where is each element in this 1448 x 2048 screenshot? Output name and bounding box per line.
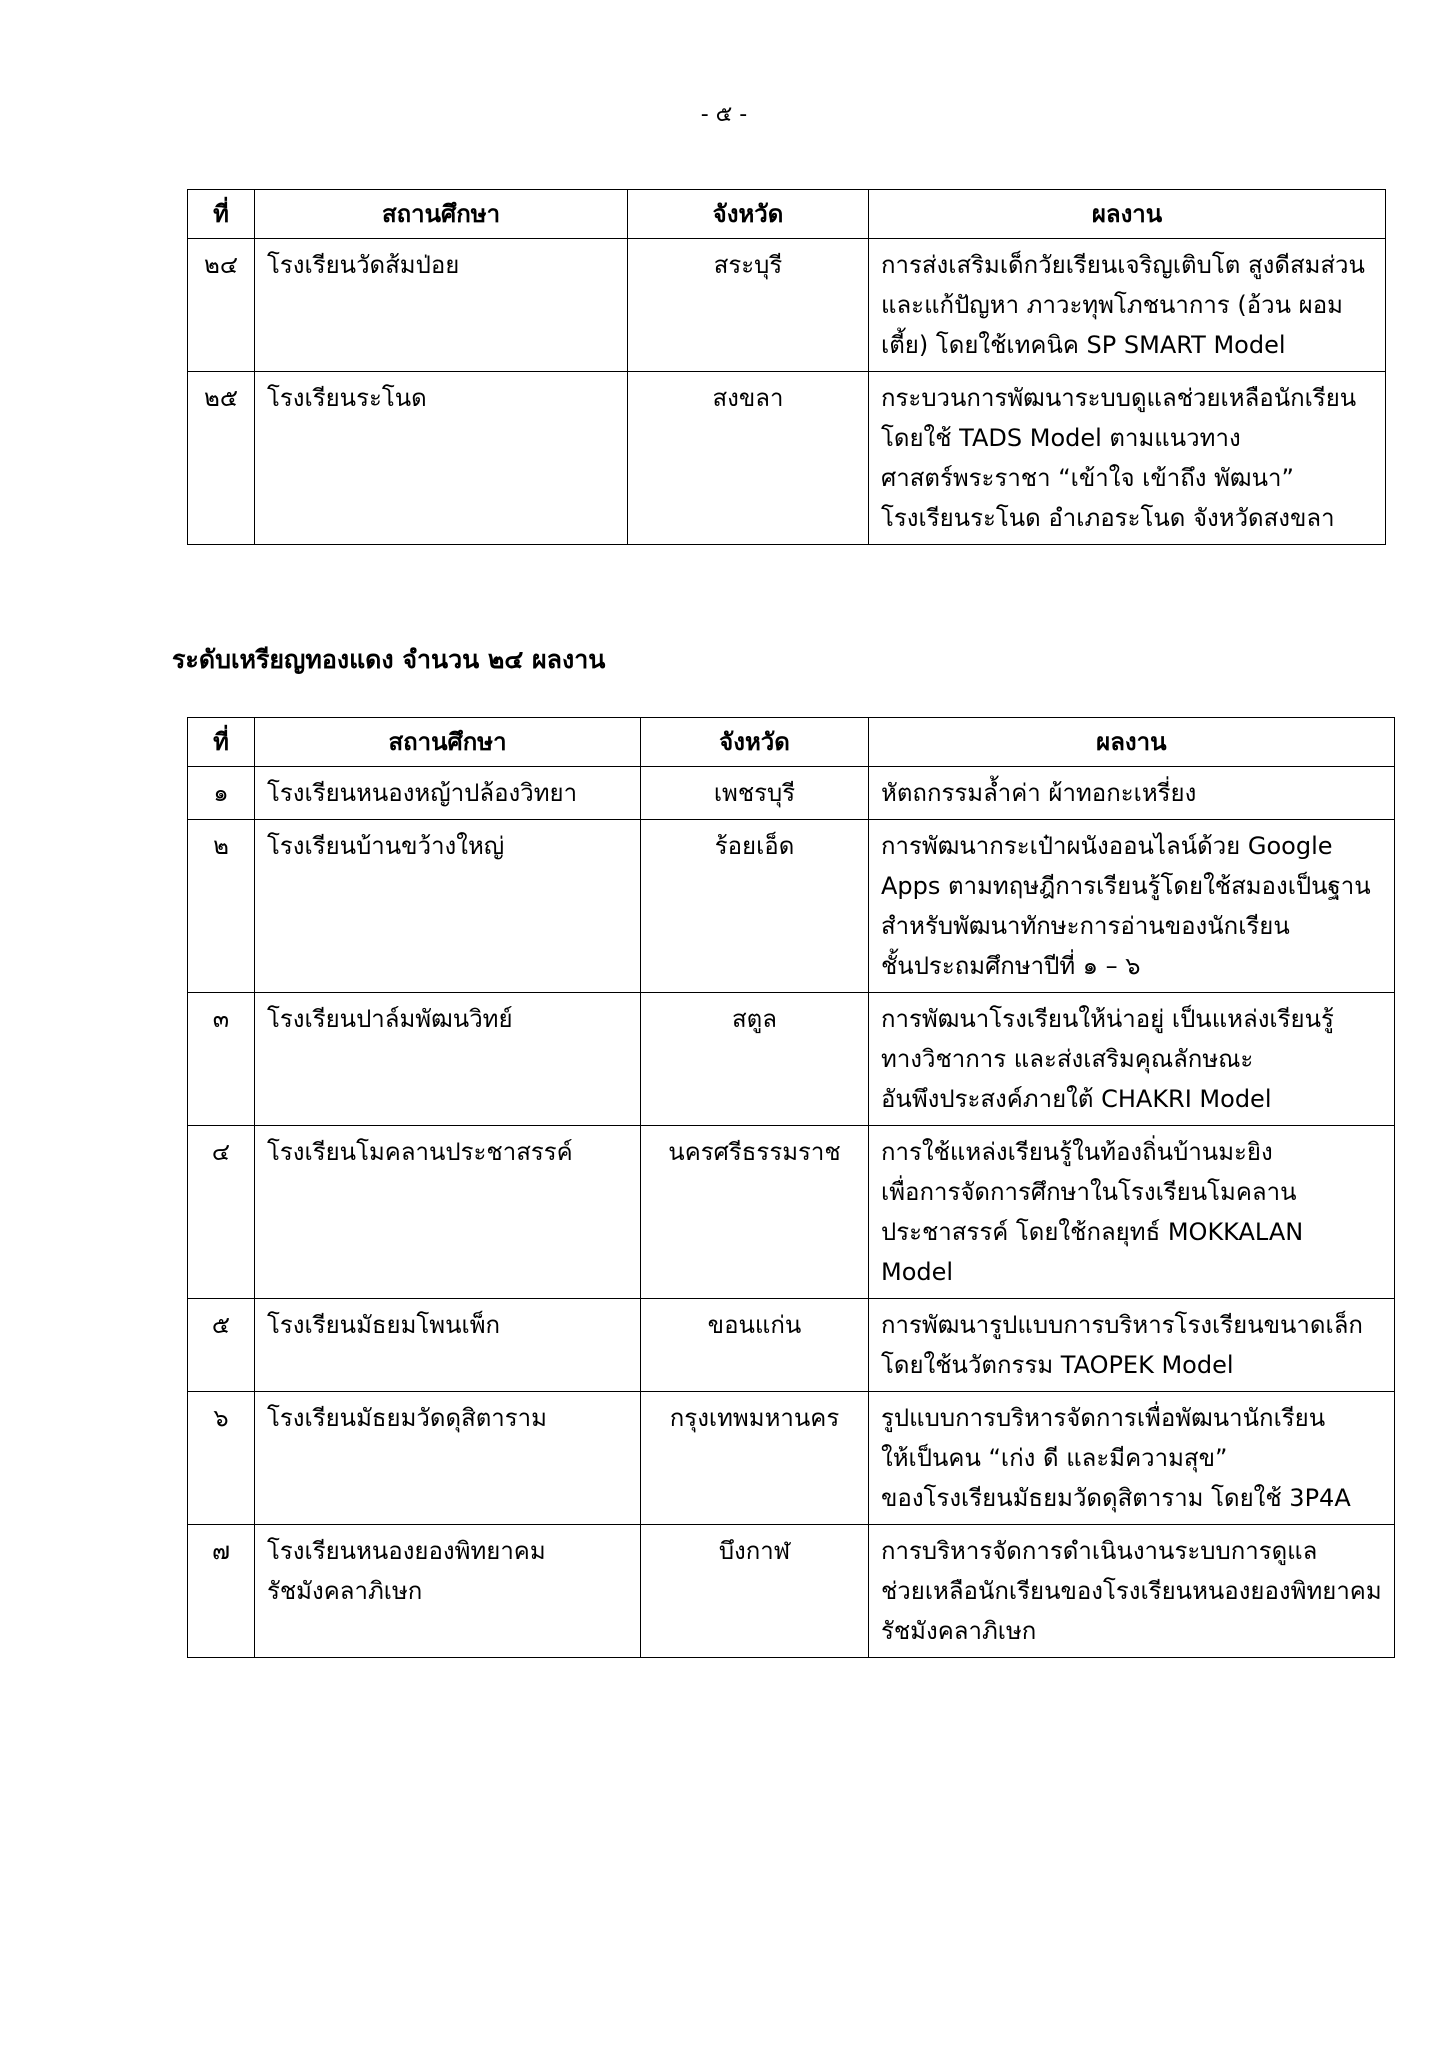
page-number: - ๕ - bbox=[700, 102, 748, 127]
table-header-row bbox=[188, 190, 1386, 239]
cell-school bbox=[255, 1126, 641, 1299]
work-title-line: การส่งเสริมเด็กวัยเรียนเจริญเติบโต สูงดีสมส่วน bbox=[881, 251, 1365, 279]
work-title-line: ทางวิชาการ และส่งเสริมคุณลักษณะ bbox=[881, 1045, 1254, 1073]
header-province: จังหวัด bbox=[641, 718, 869, 767]
section-heading-bronze: ระดับเหรียญทองแดง จำนวน ๒๔ ผลงาน bbox=[172, 645, 606, 674]
school-name-line: โรงเรียนวัดส้มป่อย bbox=[267, 251, 460, 279]
cell-school bbox=[255, 1525, 641, 1658]
work-title-line: โดยใช้ TADS Model ตามแนวทาง bbox=[881, 424, 1241, 452]
table-row bbox=[188, 239, 1386, 372]
cell-province: บึงกาฬ bbox=[641, 1525, 869, 1658]
cell-work bbox=[869, 1525, 1395, 1658]
work-title-line: ให้เป็นคน “เก่ง ดี และมีความสุข” bbox=[881, 1444, 1228, 1472]
cell-province: สตูล bbox=[641, 993, 869, 1126]
work-title-line: ประชาสรรค์ โดยใช้กลยุทธ์ MOKKALAN bbox=[881, 1218, 1304, 1246]
cell-work bbox=[869, 1299, 1395, 1392]
cell-school bbox=[255, 993, 641, 1126]
work-title-line: ช่วยเหลือนักเรียนของโรงเรียนหนองยองพิทยาคม bbox=[881, 1577, 1382, 1605]
cell-province: สงขลา bbox=[628, 372, 869, 545]
cell-work bbox=[869, 1126, 1395, 1299]
work-title-line: การบริหารจัดการดำเนินงานระบบการดูแล bbox=[881, 1537, 1318, 1565]
work-title-line: หัตถกรรมล้ำค่า ผ้าทอกะเหรี่ยง bbox=[881, 779, 1197, 807]
header-no: ที่ bbox=[188, 190, 255, 239]
header-school: สถานศึกษา bbox=[255, 190, 628, 239]
cell-school bbox=[255, 1299, 641, 1392]
cell-province: สระบุรี bbox=[628, 239, 869, 372]
table-row bbox=[188, 1525, 1395, 1658]
table-row bbox=[188, 1299, 1395, 1392]
table-row bbox=[188, 820, 1395, 993]
cell-no: ๔ bbox=[188, 1126, 255, 1299]
header-work: ผลงาน bbox=[869, 190, 1386, 239]
cell-no: ๑ bbox=[188, 767, 255, 820]
cell-no: ๒๔ bbox=[188, 239, 255, 372]
cell-no: ๒ bbox=[188, 820, 255, 993]
cell-school bbox=[255, 372, 628, 545]
cell-school bbox=[255, 767, 641, 820]
school-name-line: โรงเรียนระโนด bbox=[267, 384, 427, 412]
cell-school bbox=[255, 239, 628, 372]
cell-no: ๖ bbox=[188, 1392, 255, 1525]
work-title-line: ชั้นประถมศึกษาปีที่ ๑ – ๖ bbox=[881, 952, 1141, 980]
table-header-row bbox=[188, 718, 1395, 767]
header-no: ที่ bbox=[188, 718, 255, 767]
header-province: จังหวัด bbox=[628, 190, 869, 239]
cell-province: เพชรบุรี bbox=[641, 767, 869, 820]
header-school: สถานศึกษา bbox=[255, 718, 641, 767]
work-title-line: กระบวนการพัฒนาระบบดูแลช่วยเหลือนักเรียน bbox=[881, 384, 1357, 412]
work-title-line: เตี้ย) โดยใช้เทคนิค SP SMART Model bbox=[881, 331, 1286, 359]
table-row bbox=[188, 1126, 1395, 1299]
school-name-line: โรงเรียนบ้านขว้างใหญ่ bbox=[267, 832, 505, 860]
table-row bbox=[188, 993, 1395, 1126]
cell-work bbox=[869, 239, 1386, 372]
cell-work bbox=[869, 1392, 1395, 1525]
cell-no: ๕ bbox=[188, 1299, 255, 1392]
work-title-line: โรงเรียนระโนด อำเภอระโนด จังหวัดสงขลา bbox=[881, 504, 1335, 532]
school-name-line: โรงเรียนหนองหญ้าปล้องวิทยา bbox=[267, 779, 578, 807]
work-title-line: อันพึงประสงค์ภายใต้ CHAKRI Model bbox=[881, 1085, 1272, 1113]
cell-work bbox=[869, 993, 1395, 1126]
cell-work bbox=[869, 820, 1395, 993]
cell-province: นครศรีธรรมราช bbox=[641, 1126, 869, 1299]
school-name-line: โรงเรียนโมคลานประชาสรรค์ bbox=[267, 1138, 573, 1166]
table-row bbox=[188, 372, 1386, 545]
work-title-line: Model bbox=[881, 1258, 954, 1286]
cell-province: กรุงเทพมหานคร bbox=[641, 1392, 869, 1525]
school-name-line: โรงเรียนหนองยองพิทยาคม bbox=[267, 1537, 546, 1565]
work-title-line: ของโรงเรียนมัธยมวัดดุสิตาราม โดยใช้ 3P4A bbox=[881, 1484, 1351, 1512]
work-title-line: และแก้ปัญหา ภาวะทุพโภชนาการ (อ้วน ผอม bbox=[881, 291, 1343, 319]
table-row bbox=[188, 1392, 1395, 1525]
cell-no: ๓ bbox=[188, 993, 255, 1126]
results-table-bronze bbox=[187, 717, 1395, 1658]
work-title-line: การพัฒนารูปแบบการบริหารโรงเรียนขนาดเล็ก bbox=[881, 1311, 1363, 1339]
work-title-line: เพื่อการจัดการศึกษาในโรงเรียนโมคลาน bbox=[881, 1178, 1297, 1206]
cell-no: ๒๕ bbox=[188, 372, 255, 545]
header-work: ผลงาน bbox=[869, 718, 1395, 767]
cell-province: ขอนแก่น bbox=[641, 1299, 869, 1392]
work-title-line: การพัฒนาโรงเรียนให้น่าอยู่ เป็นแหล่งเรียนรู้ bbox=[881, 1005, 1334, 1033]
results-table-gold-continued bbox=[187, 189, 1386, 545]
work-title-line: การใช้แหล่งเรียนรู้ในท้องถิ่นบ้านมะยิง bbox=[881, 1138, 1273, 1166]
work-title-line: รูปแบบการบริหารจัดการเพื่อพัฒนานักเรียน bbox=[881, 1404, 1326, 1432]
cell-work bbox=[869, 372, 1386, 545]
work-title-line: Apps ตามทฤษฎีการเรียนรู้โดยใช้สมองเป็นฐาน bbox=[881, 872, 1371, 900]
work-title-line: การพัฒนากระเป๋าผนังออนไลน์ด้วย Google bbox=[881, 832, 1333, 860]
work-title-line: ศาสตร์พระราชา “เข้าใจ เข้าถึง พัฒนา” bbox=[881, 464, 1294, 492]
cell-no: ๗ bbox=[188, 1525, 255, 1658]
cell-work bbox=[869, 767, 1395, 820]
school-name-line: โรงเรียนปาล์มพัฒนวิทย์ bbox=[267, 1005, 513, 1033]
work-title-line: โดยใช้นวัตกรรม TAOPEK Model bbox=[881, 1351, 1234, 1379]
cell-province: ร้อยเอ็ด bbox=[641, 820, 869, 993]
school-name-line: รัชมังคลาภิเษก bbox=[267, 1577, 423, 1605]
cell-school bbox=[255, 820, 641, 993]
school-name-line: โรงเรียนมัธยมโพนเพ็ก bbox=[267, 1311, 501, 1339]
cell-school bbox=[255, 1392, 641, 1525]
school-name-line: โรงเรียนมัธยมวัดดุสิตาราม bbox=[267, 1404, 547, 1432]
work-title-line: รัชมังคลาภิเษก bbox=[881, 1617, 1037, 1645]
work-title-line: สำหรับพัฒนาทักษะการอ่านของนักเรียน bbox=[881, 912, 1290, 940]
table-row bbox=[188, 767, 1395, 820]
